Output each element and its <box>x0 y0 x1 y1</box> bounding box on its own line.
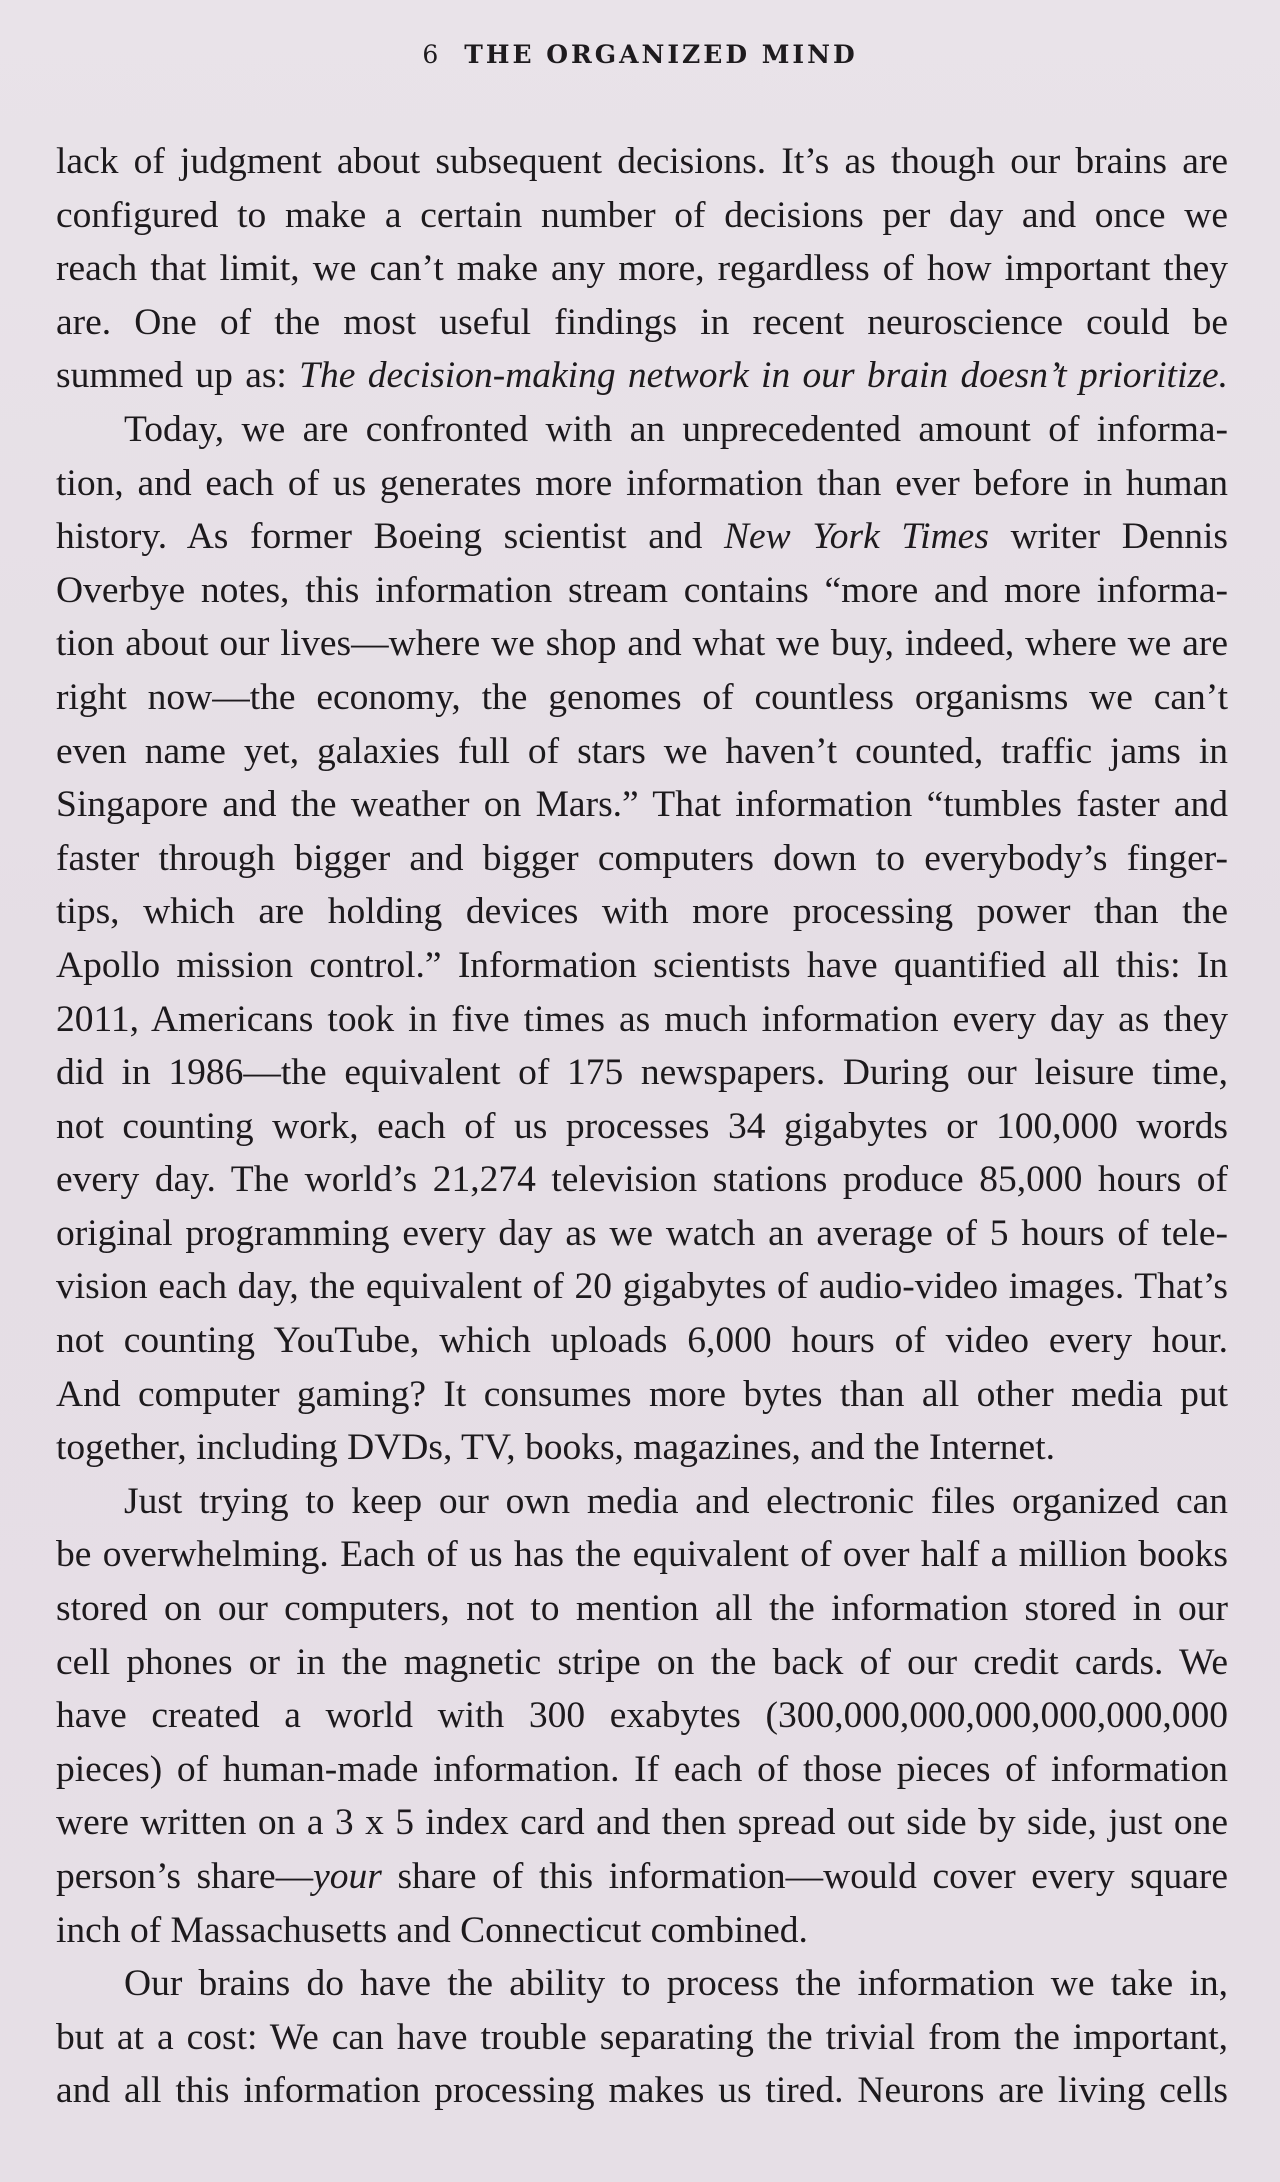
text-line: did in 1986—the equivalent of 175 newspapers. During our leisure time, <box>56 1052 1228 1094</box>
text-line: right now—the economy, the genomes of countless organisms we can’t <box>56 676 1228 718</box>
text-line: tips, which are holding devices with more processing power than the <box>56 891 1228 933</box>
text-line: and all this information processing makes us tired. Neurons are living cells <box>56 2070 1228 2112</box>
text-line: Apollo mission control.” Information scientists have quantified all this: In <box>56 944 1228 986</box>
text-line: not counting YouTube, which uploads 6,000 hours of video every hour. <box>56 1320 1228 1362</box>
italic-text: your <box>313 1856 382 1897</box>
text-line: cell phones or in the magnetic stripe on the back of our credit cards. We <box>56 1641 1228 1683</box>
text-run: person’s share— <box>56 1856 314 1897</box>
text-line: but at a cost: We can have trouble separating the trivial from the important, <box>56 2016 1228 2058</box>
page-number: 6 <box>422 40 439 69</box>
text-line: Singapore and the weather on Mars.” That information “tumbles faster and <box>56 784 1228 826</box>
running-head <box>0 40 1280 69</box>
book-title: THE ORGANIZED MIND <box>464 40 858 69</box>
text-line: are. One of the most useful findings in recent neuroscience could be <box>56 301 1228 343</box>
text-line: configured to make a certain number of decisions per day and once we <box>56 194 1228 236</box>
text-line: lack of judgment about subsequent decisions. It’s as though our brains are <box>56 141 1228 182</box>
text-line: inch of Massachusetts and Connecticut combined. <box>56 1909 808 1951</box>
text-line: every day. The world’s 21,274 television stations produce 85,000 hours of <box>56 1159 1228 1201</box>
text-line <box>56 1850 1228 1904</box>
text-line: Just trying to keep our own media and electronic files organized can <box>124 1480 1228 1522</box>
text-line: original programming every day as we watch an average of 5 hours of tele- <box>56 1212 1228 1254</box>
text-line: not counting work, each of us processes 34 gigabytes or 100,000 words <box>56 1105 1228 1147</box>
text-line: faster through bigger and bigger computers down to everybody’s finger- <box>56 837 1228 879</box>
text-line: tion, and each of us generates more information than ever before in human <box>56 462 1228 504</box>
text-line: tion about our lives—where we shop and what we buy, indeed, where we are <box>56 623 1228 665</box>
italic-text: The decision-making network in our brain doesn’t prioritize. <box>299 355 1228 397</box>
text-line: reach that limit, we can’t make any more, regardless of how important they <box>56 248 1228 290</box>
text-line: Today, we are confronted with an unprecedented amount of informa- <box>124 408 1228 450</box>
text-line: pieces) of human-made information. If each of those pieces of information <box>56 1748 1228 1790</box>
text-line: vision each day, the equivalent of 20 gigabytes of audio-video images. That’s <box>56 1266 1228 1308</box>
text-line: Our brains do have the ability to process the information we take in, <box>124 1963 1228 2005</box>
text-run: writer Dennis <box>988 516 1228 558</box>
text-line: were written on a 3 x 5 index card and then spread out side by side, just one <box>56 1802 1228 1844</box>
text-line: stored on our computers, not to mention all the information stored in our <box>56 1588 1228 1630</box>
text-run: history. As former Boeing scientist and <box>56 516 725 558</box>
text-line <box>56 349 1228 403</box>
text-line: 2011, Americans took in five times as much information every day as they <box>56 998 1228 1040</box>
italic-text: New York Times <box>724 516 989 558</box>
text-run: summed up as: <box>56 355 300 397</box>
body-text <box>56 135 1228 2118</box>
text-line: Overbye notes, this information stream contains “more and more informa- <box>56 569 1228 611</box>
text-line <box>56 510 1228 564</box>
text-line: And computer gaming? It consumes more bytes than all other media put <box>56 1373 1228 1415</box>
text-line: have created a world with 300 exabytes (300,000,000,000,000,000,000 <box>56 1695 1228 1737</box>
text-line: even name yet, galaxies full of stars we haven’t counted, traffic jams in <box>56 730 1228 772</box>
text-line: together, including DVDs, TV, books, magazines, and the Internet. <box>56 1427 1055 1469</box>
text-run: share of this information—would cover every square <box>381 1856 1228 1897</box>
text-line: be overwhelming. Each of us has the equivalent of over half a million books <box>56 1534 1228 1576</box>
